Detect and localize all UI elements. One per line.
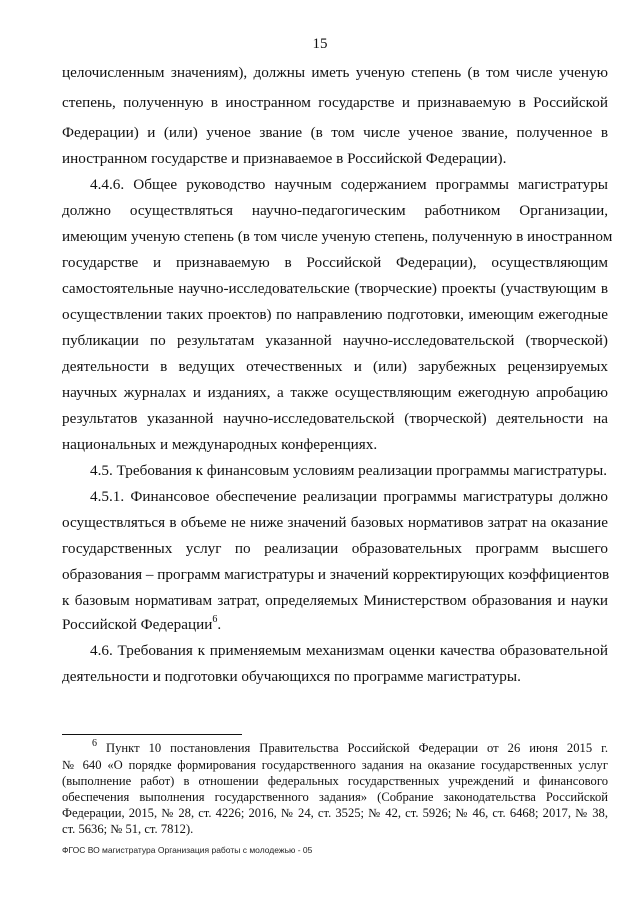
page-number: 15: [312, 36, 328, 52]
body-line: 4.4.6. Общее руководство научным содержанием программы магистратуры: [90, 176, 608, 193]
footnote-divider: [62, 734, 242, 735]
footnote-line: № 640 «О порядке формирования государственного задания на оказание государственных услуг: [62, 758, 608, 772]
footnote-line: [92, 737, 608, 756]
body-line: 4.5.1. Финансовое обеспечение реализации программы магистратуры должно: [90, 488, 608, 505]
footnote-line: Федерации, 2015, № 28, ст. 4226; 2016, № 24, ст. 3525; № 42, ст. 5926; № 46, ст. 6468; 2017, № 38,: [62, 806, 608, 820]
body-line: научных журналах и изданиях, а также осуществляющим ежегодную апробацию: [62, 384, 608, 401]
footnote-line: (выполнение работ) в отношении федеральных государственных учреждений и финансового: [62, 774, 608, 788]
body-line: публикации по результатам указанной научно-исследовательской (творческой): [62, 332, 608, 349]
body-line-text: Российской Федерации: [62, 616, 213, 633]
body-line: самостоятельные научно-исследовательские (творческие) проекты (участвующим в: [62, 280, 608, 297]
section-heading: 4.5. Требования к финансовым условиям реализации программы магистратуры.: [90, 462, 607, 479]
body-line: должно осуществляться научно-педагогическим работником Организации,: [62, 202, 608, 219]
document-footer: ФГОС ВО магистратура Организация работы с молодежью - 05: [62, 845, 313, 855]
body-line: государстве и признаваемую в Российской Федерации), осуществляющим: [62, 254, 608, 271]
footnote-number: 6: [92, 737, 97, 749]
body-line: [62, 613, 608, 634]
body-line: государственных услуг по реализации образовательных программ высшего: [62, 540, 608, 557]
body-line: образования – программ магистратуры и значений корректирующих коэффициентов: [62, 566, 610, 583]
footnote-line: обеспечения выполнения государственного задания» (Собрание законодательства Российской: [62, 790, 608, 804]
body-line: деятельности в ведущих отечественных и (или) зарубежных рецензируемых: [62, 358, 608, 375]
footnote-text: Пункт 10 постановления Правительства Российской Федерации от 26 июня 2015 г.: [106, 741, 608, 755]
body-line: к базовым нормативам затрат, определяемых Министерством образования и науки: [62, 592, 608, 609]
body-line-period: .: [217, 616, 222, 633]
section-heading: 4.6. Требования к применяемым механизмам оценки качества образовательной: [90, 642, 608, 659]
body-line: иностранном государстве и признаваемое в Российской Федерации).: [62, 150, 507, 167]
body-line: осуществляться в объеме не ниже значений базовых нормативов затрат на оказание: [62, 514, 608, 531]
footnote-line: ст. 5636; № 51, ст. 7812).: [62, 822, 194, 836]
footnote-marker: 6: [212, 613, 218, 625]
body-line: имеющим ученую степень (в том числе ученую степень, полученную в иностранном: [62, 228, 613, 245]
body-line: национальных и международных конференциях.: [62, 436, 378, 453]
body-line: целочисленным значениям), должны иметь ученую степень (в том числе ученую: [62, 64, 608, 81]
section-heading: деятельности и подготовки обучающихся по программе магистратуры.: [62, 668, 521, 685]
body-line: осуществлении таких проектов) по направлению подготовки, имеющим ежегодные: [62, 306, 608, 323]
body-line: степень, полученную в иностранном государстве и признаваемую в Российской: [62, 94, 608, 111]
body-line: результатов указанной научно-исследовательской (творческой) деятельности на: [62, 410, 608, 427]
body-line: Федерации) и (или) ученое звание (в том числе ученое звание, полученное в: [62, 124, 608, 141]
